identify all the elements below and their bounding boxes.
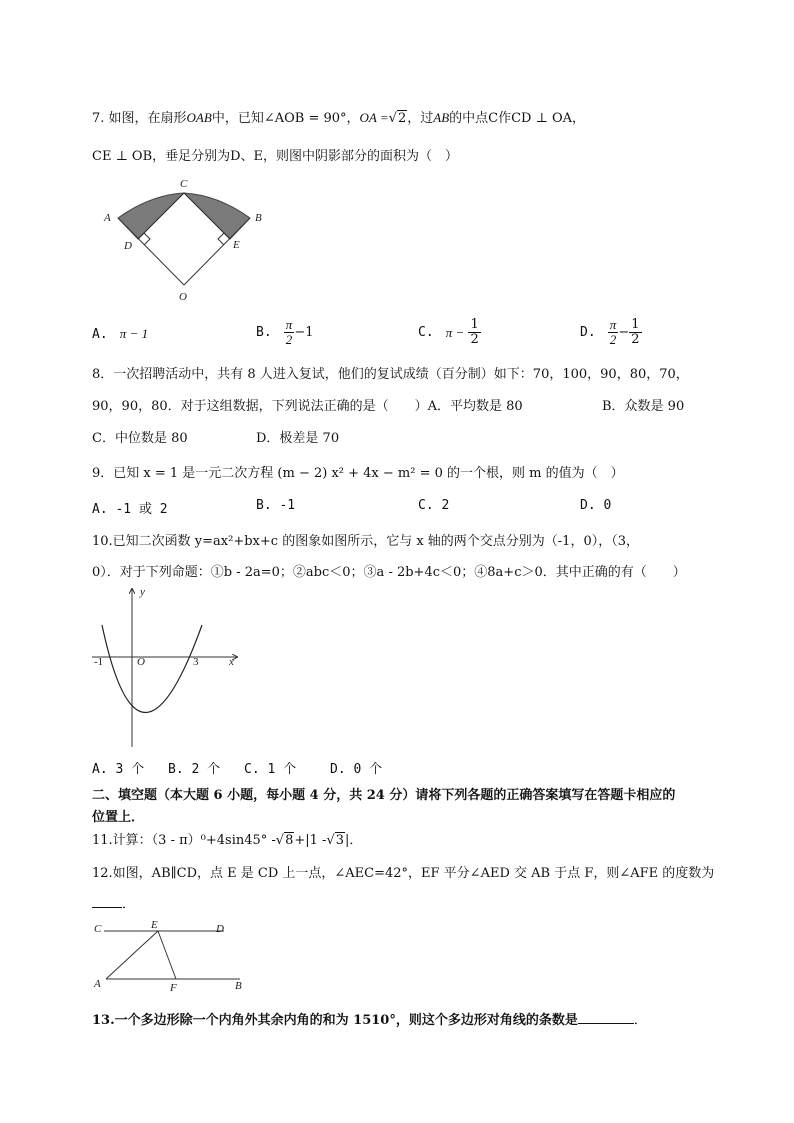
q10-option-b[interactable]: B. 2 个: [168, 762, 221, 777]
q7-sqrt2: 2: [397, 111, 407, 126]
q8-line2: [92, 395, 523, 414]
q12-tail: ．: [122, 897, 136, 912]
q9-line1: 9．已知 x = 1 是一元二次方程 (m − 2) x² + 4x − m² = 0 的一个根，则 m 的值为（ ）: [92, 466, 624, 481]
q10-line1: 10.已知二次函数 y=ax²+bx+c 的图象如图所示，它与 x 轴的两个交点分别为（-1，0），（3，: [92, 534, 639, 549]
q10-option-a[interactable]: A. 3 个: [92, 762, 145, 777]
q7-text-a: 7. 如图，在扇形: [92, 111, 187, 126]
section2-heading-line2: 位置上．: [92, 810, 145, 825]
q8-option-c[interactable]: C．中位数是 80: [92, 431, 188, 446]
q12-label-a: A: [94, 978, 101, 990]
q7-shaded-left: [118, 193, 184, 239]
section2-heading-line1: 二、填空题（本大题 6 小题，每小题 4 分，共 24 分）请将下列各题的正确答案填写在答题卡相应的: [92, 788, 676, 803]
q11-line: 11.计算：（3 - π）⁰+4sin45° -√8+|1 -√3|．: [92, 833, 363, 848]
q12-label-f: F: [170, 982, 177, 993]
q7-label-e: E: [233, 239, 240, 251]
q7-option-b-den: 2: [285, 332, 293, 347]
q9-option-b[interactable]: B. -1: [256, 498, 296, 513]
q7-option-c-head: π −: [445, 324, 465, 340]
q7-label-a: A: [104, 212, 111, 224]
q7-arc-ab-text: AB: [433, 110, 450, 125]
q7-option-d-den1: 2: [609, 332, 617, 347]
q10-line2: 0）．对于下列命题：①b - 2a=0；②abc＜0；③a - 2b+4c＜0；④8a+c＞0．其中正确的有（ ）: [92, 565, 686, 580]
q10-figure: [92, 585, 252, 750]
q7-option-b-label: B.: [256, 325, 272, 340]
q13-tail: ．: [633, 1013, 647, 1028]
q8-option-b[interactable]: B．众数是 90: [602, 399, 685, 414]
q7-option-c[interactable]: [418, 318, 481, 347]
q10-label-x: x: [229, 656, 234, 668]
q9-option-c[interactable]: C. 2: [418, 498, 450, 513]
q10-label-neg1: -1: [94, 656, 104, 668]
q8-line2-a: 90，90，80．对于这组数据，下列说法正确的是（ ）A．平均数是 80: [92, 399, 523, 414]
q7-line1: 7. 如图，在扇形OAB中，已知∠AOB = 90°，OA =√2，过AB的中点C作CD ⊥ OA，: [92, 110, 585, 126]
q7-option-a-value: π − 1: [119, 326, 149, 341]
q10-label-3: 3: [193, 656, 199, 668]
q12-answer-blank[interactable]: [92, 907, 122, 908]
q7-label-b: B: [255, 212, 262, 224]
q7-label-o: O: [179, 291, 187, 303]
q13-line: [92, 1009, 647, 1028]
q7-oa: OA =: [359, 110, 389, 125]
q12-line2: [92, 893, 135, 912]
q8-line1: 8．一次招聘活动中，共有 8 人进入复试，他们的复试成绩（百分制）如下：70，100，90，80，70，: [92, 367, 689, 382]
q10-label-origin: O: [137, 656, 145, 668]
q7-option-b-num: π: [285, 317, 293, 332]
q12-label-b: B: [235, 980, 242, 992]
q7-option-c-num: 1: [470, 317, 479, 332]
q7-label-c: C: [180, 178, 188, 190]
q7-text-d: 的中点C作CD ⊥ OA，: [449, 111, 585, 126]
q12-label-e: E: [151, 919, 158, 931]
q12-figure: [90, 915, 255, 993]
q12-line-ae: [106, 931, 158, 979]
q7-option-d-frac1: [608, 318, 619, 347]
q7-arc-ab: [433, 110, 449, 125]
q7-option-d-num2: 1: [631, 317, 640, 332]
q9-option-d[interactable]: D. 0: [580, 498, 612, 513]
q12-line1: 12.如图，AB∥CD，点 E 是 CD 上一点，∠AEC=42°，EF 平分∠AED 交 AB 于点 F，则∠AFE 的度数为: [92, 866, 715, 881]
q11-mid: +|1 -: [294, 833, 327, 848]
q13-answer-blank[interactable]: [578, 1023, 634, 1024]
q7-shaded-right: [184, 193, 250, 239]
q7-option-b-frac: [284, 318, 295, 347]
q8-option-d[interactable]: D．极差是 70: [256, 431, 340, 446]
q9-option-a[interactable]: A. -1 或 2: [92, 502, 168, 517]
q11-sqrt3: 3: [335, 833, 345, 848]
q10-parabola: [102, 625, 202, 713]
q7-option-d-frac2: [629, 318, 641, 347]
q7-option-b-tail: −1: [294, 325, 314, 340]
q7-option-c-den: 2: [470, 332, 479, 347]
q11-sqrt8: 8: [285, 833, 294, 848]
q7-option-a-label: A.: [92, 327, 108, 342]
q7-text-b: 中，已知∠AOB = 90°，: [211, 111, 360, 126]
q7-option-c-frac: [468, 318, 480, 347]
q7-option-b[interactable]: [256, 318, 313, 347]
q7-option-d-den2: 2: [631, 332, 640, 347]
q7-option-d-label: D.: [580, 325, 596, 340]
q10-label-y: y: [140, 586, 145, 598]
q13-head: 13.一个多边形除一个内角外其余内角的和为 1510°，则这个多边形对角线的条数是: [92, 1013, 578, 1028]
q7-option-c-label: C.: [418, 325, 434, 340]
q10-option-d[interactable]: D. 0 个: [330, 762, 383, 777]
q7-option-a[interactable]: [92, 326, 148, 342]
q11-head: 11.计算：（3 - π）⁰+4sin45° -: [92, 833, 276, 848]
q7-label-d: D: [124, 240, 132, 252]
q7-sector-name: OAB: [186, 110, 212, 125]
q7-figure: [100, 175, 270, 305]
q7-option-d-num1: π: [609, 317, 617, 332]
q12-label-d: D: [216, 923, 224, 935]
q7-option-d-minus: −: [618, 325, 630, 340]
q11-tail: |．: [345, 833, 363, 848]
q7-line-ob: [184, 218, 250, 285]
q7-text-c: ，过: [407, 111, 434, 126]
q7-line2: CE ⊥ OB，垂足分别为D、E，则图中阴影部分的面积为（ ）: [92, 149, 459, 164]
q12-line-ef: [158, 931, 176, 979]
q7-option-d[interactable]: [580, 318, 642, 347]
q10-option-c[interactable]: C. 1 个: [244, 762, 297, 777]
q12-label-c: C: [94, 923, 102, 935]
